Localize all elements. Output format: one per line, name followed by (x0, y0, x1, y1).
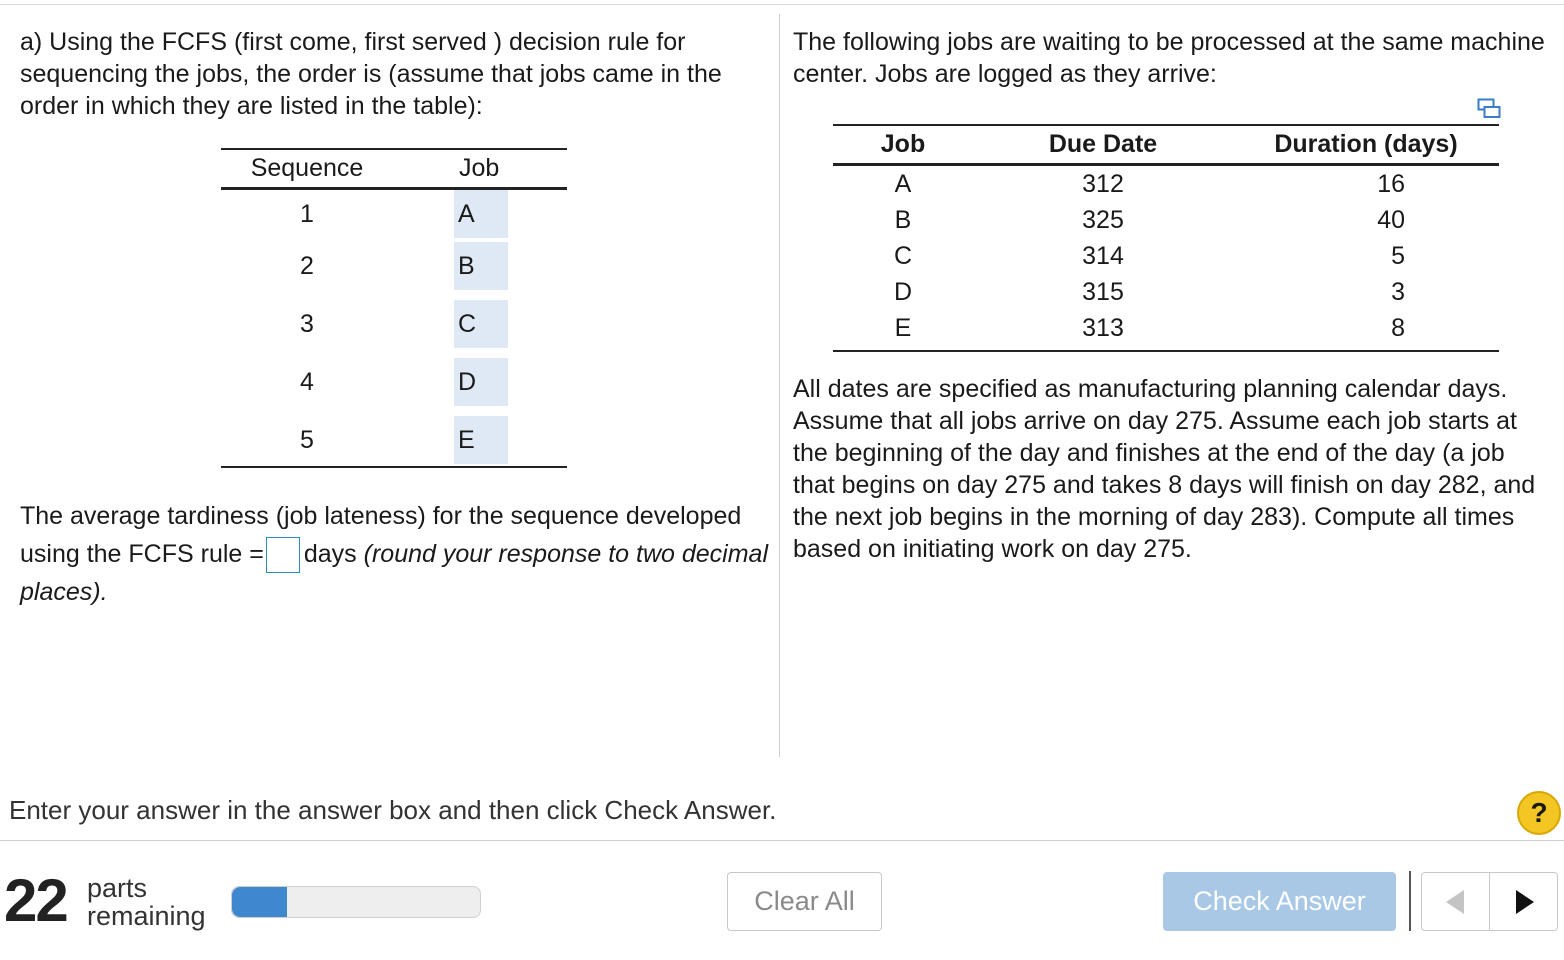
header-job: Job (880, 130, 926, 158)
header-job: Job (459, 154, 500, 182)
table-rule (221, 466, 567, 468)
footer-divider (0, 840, 1564, 841)
duration: 16 (1377, 169, 1405, 198)
sequence-number: 4 (300, 368, 314, 396)
job-answer-cell[interactable]: D (454, 358, 508, 406)
due-date: 325 (1082, 205, 1124, 234)
problem-intro: The following jobs are waiting to be processed at the same machine center. Jobs are logged as they arrive: (793, 28, 1545, 88)
job-answer-cell[interactable]: B (454, 242, 508, 290)
question-navigation (1421, 872, 1558, 931)
sequence-table (221, 148, 567, 454)
job-id: D (893, 277, 913, 306)
sequence-table-header (221, 150, 567, 187)
table-row (221, 190, 567, 238)
sequence-number: 1 (300, 200, 314, 228)
job-id: C (893, 241, 913, 270)
header-due-date: Due Date (1048, 130, 1158, 158)
problem-notes: All dates are specified as manufacturing planning calendar days. Assume that all jobs arrive on day 275. Assume each job starts at the beginning of the day and finishes at the end of the day (a job that begins on day 275 and takes 8 days will finish on day 282, and the next job begins in the morning of day 283). Compute all times based on initiating work on day 275. (793, 375, 1536, 563)
answer-instruction: Enter your answer in the answer box and then click Check Answer. (9, 795, 777, 825)
progress-bar (231, 886, 481, 918)
table-row (833, 202, 1499, 238)
due-date: 313 (1082, 313, 1124, 342)
question-intro: a) Using the FCFS (first come, first served ) decision rule for sequencing the jobs, the order is (assume that jobs came in the order in which they are listed in the table): (20, 28, 722, 120)
parts-remaining-count: 22 (4, 867, 67, 934)
duration: 3 (1391, 277, 1405, 306)
tardiness-answer-input[interactable] (266, 537, 300, 573)
job-answer-cell[interactable]: E (454, 416, 508, 464)
duration: 8 (1391, 313, 1405, 342)
table-row (833, 166, 1499, 202)
top-divider (0, 4, 1564, 5)
column-divider (779, 14, 780, 757)
table-rule (833, 350, 1499, 352)
parts-label-line: remaining (87, 901, 206, 931)
rounding-hint: (round your response to two decimal places). (20, 540, 769, 607)
table-row (221, 358, 567, 406)
triangle-left-icon (1444, 888, 1468, 916)
table-row (833, 238, 1499, 274)
tardiness-unit: days (303, 540, 357, 568)
button-separator (1409, 871, 1411, 931)
check-answer-button[interactable]: Check Answer (1163, 872, 1396, 931)
table-row (221, 242, 567, 290)
job-answer-cell[interactable]: A (454, 190, 508, 238)
tardiness-text: The average tardiness (job lateness) for the sequence developed using the FCFS rule = (20, 502, 742, 568)
job-id: B (894, 205, 912, 234)
sequence-number: 2 (300, 252, 314, 280)
table-row (221, 300, 567, 348)
clear-all-button[interactable]: Clear All (727, 872, 882, 931)
table-row (221, 416, 567, 464)
job-answer-cell[interactable]: C (454, 300, 508, 348)
jobs-table-header (833, 126, 1499, 163)
header-sequence: Sequence (250, 154, 364, 182)
sequence-number: 3 (300, 310, 314, 338)
due-date: 315 (1082, 277, 1124, 306)
parts-remaining-label (87, 874, 206, 930)
table-row (833, 274, 1499, 310)
parts-label-line: parts (87, 873, 148, 903)
jobs-table (833, 124, 1499, 352)
job-id: E (894, 313, 912, 342)
next-question-button[interactable] (1490, 873, 1558, 930)
progress-bar-fill (232, 887, 287, 917)
triangle-right-icon (1512, 888, 1536, 916)
duration: 5 (1391, 241, 1405, 270)
help-button[interactable]: ? (1517, 791, 1561, 835)
table-row (833, 310, 1499, 346)
header-duration: Duration (days) (1274, 130, 1458, 158)
copy-icon[interactable] (1477, 98, 1501, 120)
duration: 40 (1377, 205, 1405, 234)
job-id: A (894, 169, 912, 198)
tardiness-question (20, 497, 780, 611)
due-date: 314 (1082, 241, 1124, 270)
previous-question-button[interactable] (1422, 873, 1490, 930)
sequence-number: 5 (300, 426, 314, 454)
due-date: 312 (1082, 169, 1124, 198)
